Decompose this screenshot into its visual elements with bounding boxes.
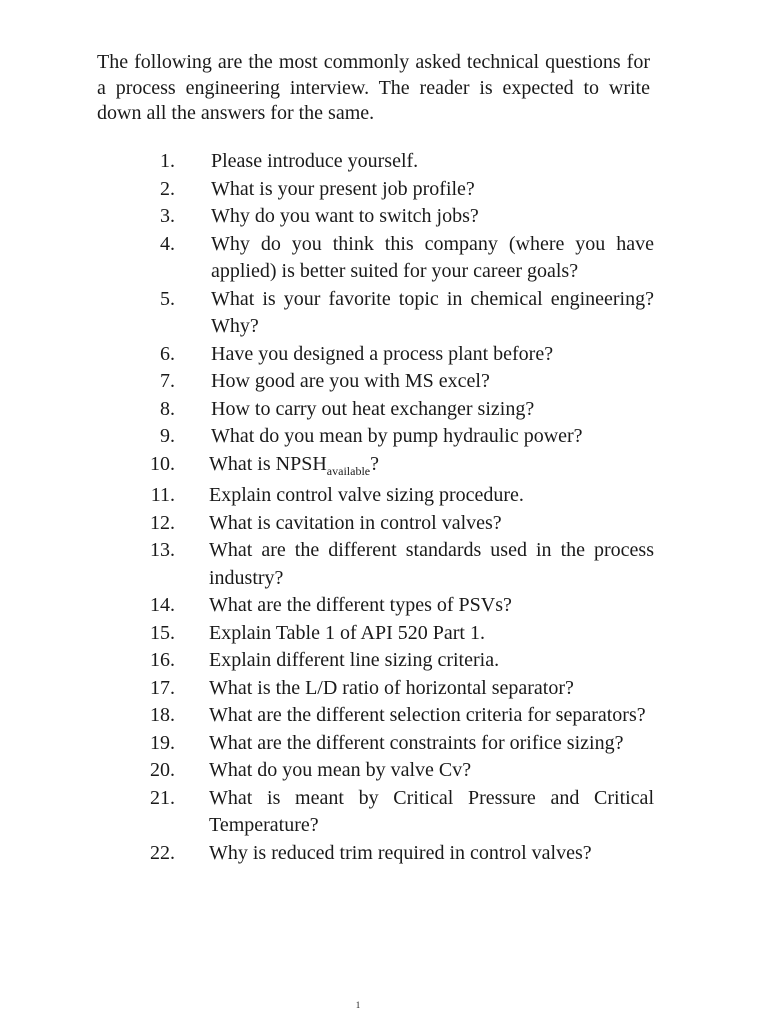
question-number: 8. (160, 397, 175, 420)
question-number: 9. (160, 425, 175, 447)
question-text: Please introduce yourself. (211, 150, 419, 172)
question-number: 15. (150, 621, 175, 644)
question-text: What are the different standards used in the process industry? (209, 539, 654, 589)
question-number: 16. (150, 649, 175, 671)
question-item-10 (0, 451, 768, 479)
page-number: 1 (355, 1000, 361, 1010)
question-item-18 (0, 702, 768, 730)
question-text: What are the different constraints for orifice sizing? (209, 731, 624, 754)
question-item-15 (0, 620, 768, 648)
question-number: 20. (150, 759, 175, 781)
question-item-5 (0, 286, 768, 341)
question-text: How to carry out heat exchanger sizing? (211, 397, 535, 420)
question-number: 2. (160, 177, 175, 200)
question-text-before: What is NPSH (209, 452, 327, 475)
question-text: Why do you want to switch jobs? (211, 205, 479, 227)
question-number: 5. (160, 287, 175, 310)
question-number: 3. (160, 205, 175, 227)
question-number: 19. (150, 731, 175, 754)
question-text: Why is reduced trim required in control valves? (209, 841, 592, 864)
question-text: What is your present job profile? (211, 177, 475, 200)
question-number: 4. (160, 232, 175, 255)
question-text: Why do you think this company (where you have applied) is better suited for your career goals? (211, 232, 654, 282)
question-text: What is cavitation in control valves? (209, 511, 502, 534)
question-text (209, 451, 654, 479)
question-item-4 (0, 231, 768, 286)
question-item-14 (0, 592, 768, 620)
question-text: What is meant by Critical Pressure and Critical Temperature? (209, 786, 654, 836)
question-number: 13. (150, 539, 175, 561)
question-number: 10. (150, 452, 175, 475)
question-text: Have you designed a process plant before? (211, 342, 554, 365)
question-text: What do you mean by pump hydraulic power? (211, 425, 583, 447)
question-number: 11. (150, 484, 175, 506)
question-item-1 (0, 148, 768, 176)
question-number: 1. (160, 150, 175, 172)
npsh-subscript: available (326, 463, 371, 478)
question-text: What do you mean by valve Cv? (209, 759, 472, 781)
question-item-11 (0, 482, 768, 510)
question-number: 7. (160, 370, 175, 392)
question-text: Explain control valve sizing procedure. (209, 484, 524, 506)
question-item-19 (0, 730, 768, 758)
question-item-22 (0, 840, 768, 868)
question-item-3 (0, 203, 768, 231)
question-number: 21. (150, 786, 175, 809)
question-text: Explain different line sizing criteria. (209, 649, 500, 671)
question-item-17 (0, 675, 768, 703)
question-item-16 (0, 647, 768, 675)
question-item-2 (0, 176, 768, 204)
question-number: 18. (150, 704, 175, 726)
question-number: 17. (150, 676, 175, 699)
question-item-6 (0, 341, 768, 369)
question-text: What is the L/D ratio of horizontal separator? (209, 676, 574, 699)
question-item-21 (0, 785, 768, 840)
question-number: 12. (150, 511, 175, 534)
question-item-20 (0, 757, 768, 785)
question-text: What are the different selection criteria for separators? (209, 704, 646, 726)
question-text: Explain Table 1 of API 520 Part 1. (209, 621, 485, 644)
intro-paragraph: The following are the most commonly asked technical questions for a process engineering interview. The reader is expected to write down all the answers for the same. (97, 51, 650, 124)
question-item-9 (0, 423, 768, 451)
question-number: 14. (150, 594, 175, 616)
question-number: 6. (160, 342, 175, 365)
question-item-13 (0, 537, 768, 592)
question-item-8 (0, 396, 768, 424)
question-item-7 (0, 368, 768, 396)
question-text: What is your favorite topic in chemical engineering? Why? (211, 287, 654, 337)
question-text: How good are you with MS excel? (211, 370, 490, 392)
question-item-12 (0, 510, 768, 538)
question-list (0, 148, 768, 867)
question-number: 22. (150, 841, 175, 864)
question-text-after: ? (370, 452, 379, 475)
question-text: What are the different types of PSVs? (209, 594, 512, 616)
